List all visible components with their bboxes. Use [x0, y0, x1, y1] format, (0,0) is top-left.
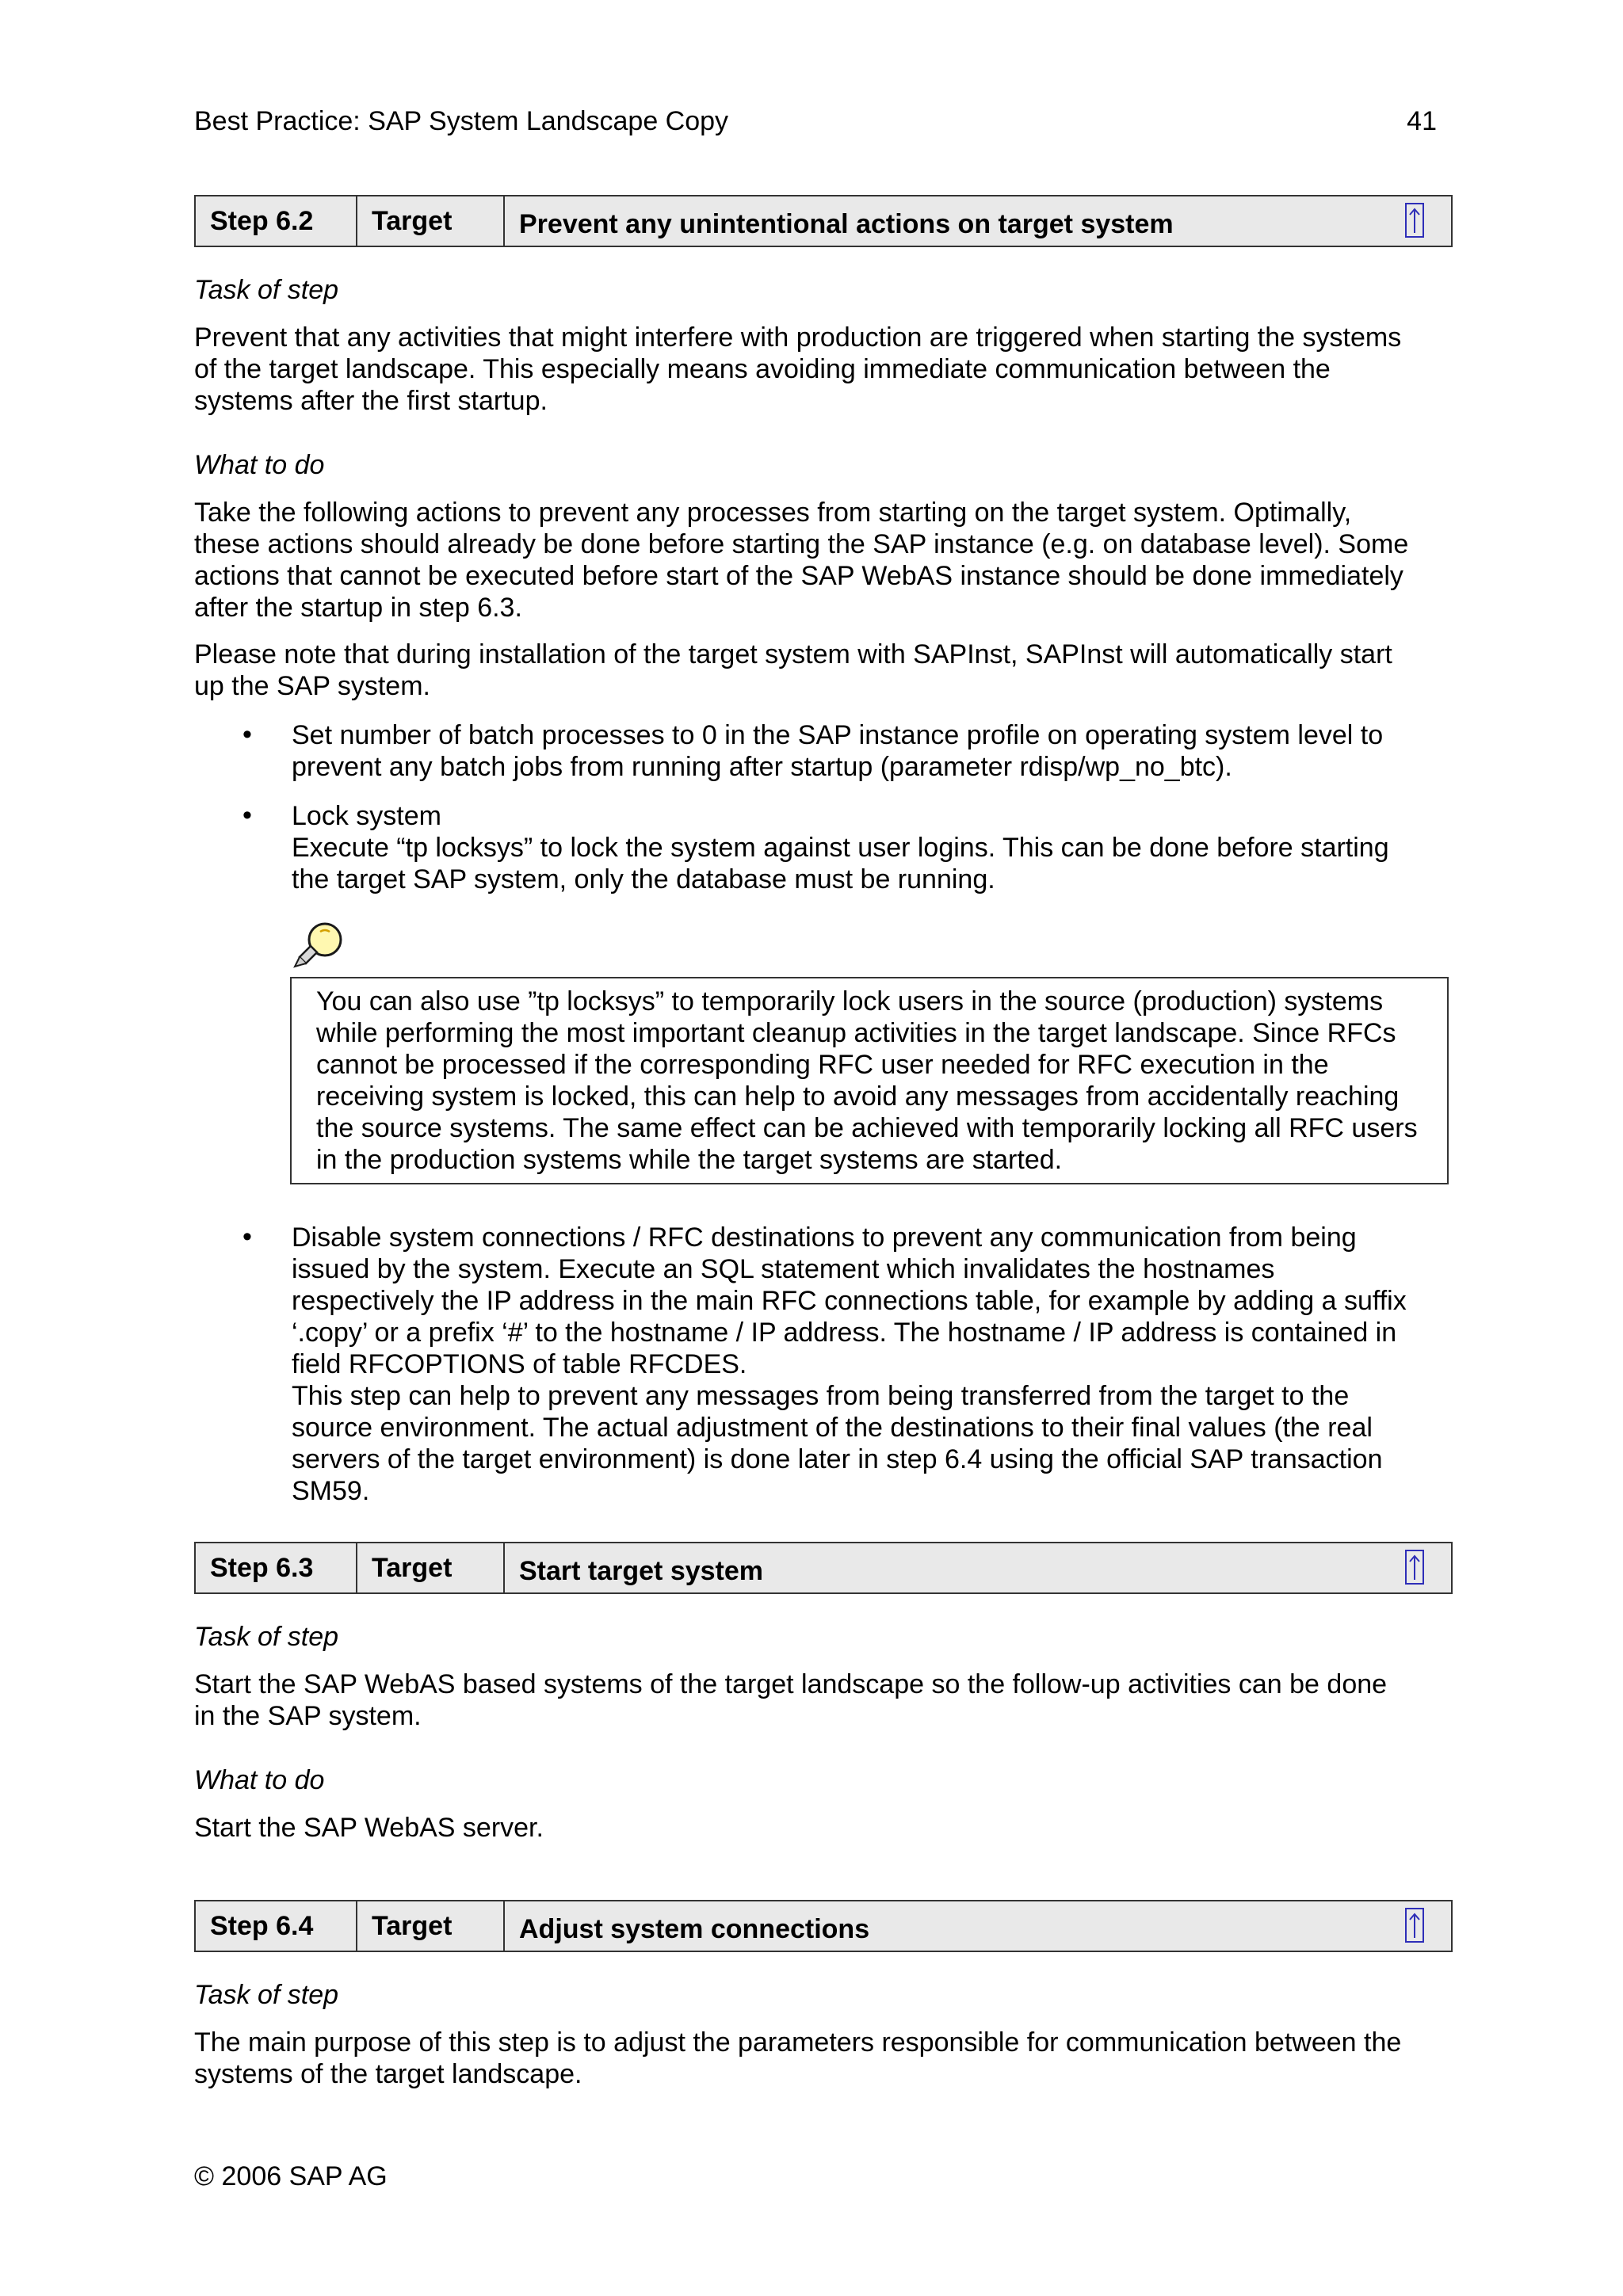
bullet-lock-system: [292, 800, 1389, 895]
step-number-cell: Step 6.3: [196, 1543, 357, 1592]
page-number: 41: [1407, 106, 1437, 136]
task-paragraph: [194, 1669, 1387, 1732]
text-line: after the startup in step 6.3.: [194, 593, 522, 623]
back-to-top-arrow-icon[interactable]: [1405, 1550, 1424, 1585]
back-to-top-arrow-icon[interactable]: [1405, 1908, 1424, 1943]
step-6-2-header-table: [194, 195, 1453, 247]
text-line: actions that cannot be executed before start of the SAP WebAS instance should be done immediately: [194, 561, 1403, 591]
text-line: Take the following actions to prevent any processes from starting on the target system. Optimally,: [194, 498, 1352, 528]
text-line: up the SAP system.: [194, 671, 430, 701]
task-of-step-label: Task of step: [194, 275, 339, 305]
copyright-footer: © 2006 SAP AG: [194, 2161, 388, 2191]
text-line: the source systems. The same effect can be achieved with temporarily locking all RFC users: [316, 1113, 1418, 1143]
text-line: This step can help to prevent any messages from being transferred from the target to the: [292, 1381, 1350, 1411]
text-line: of the target landscape. This especially means avoiding immediate communication between the: [194, 354, 1331, 384]
text-line: respectively the IP address in the main RFC connections table, for example by adding a suffix: [292, 1286, 1407, 1316]
text-line: Please note that during installation of the target system with SAPInst, SAPInst will automatically start: [194, 639, 1392, 669]
what-to-do-paragraph: [194, 1812, 544, 1844]
step-title-cell: [505, 1901, 1451, 1951]
text-line: Set number of batch processes to 0 in the SAP instance profile on operating system level to: [292, 720, 1384, 750]
text-line: The main purpose of this step is to adjust the parameters responsible for communication between the: [194, 2027, 1402, 2058]
step-number-cell: Step 6.2: [196, 196, 357, 246]
step-system-cell: Target: [357, 196, 505, 246]
text-line: Start the SAP WebAS based systems of the target landscape so the follow-up activities can be done: [194, 1669, 1388, 1699]
text-line: You can also use ”tp locksys” to temporarily lock users in the source (production) systems: [316, 986, 1384, 1016]
running-header-title: Best Practice: SAP System Landscape Copy: [194, 106, 729, 136]
text-line: ‘.copy’ or a prefix ‘#’ to the hostname / IP address. The hostname / IP address is contained in: [292, 1318, 1397, 1348]
text-line: Execute “tp locksys” to lock the system against user logins. This can be done before starting: [292, 833, 1389, 863]
step-6-3-header-table: [194, 1542, 1453, 1594]
bullet-marker: •: [242, 1222, 252, 1252]
step-system-cell: Target: [357, 1901, 505, 1951]
text-line: cannot be processed if the corresponding RFC user needed for RFC execution in the: [316, 1050, 1329, 1080]
step-title: Prevent any unintentional actions on target system: [519, 209, 1174, 239]
text-line: systems after the first startup.: [194, 386, 548, 416]
text-line: Disable system connections / RFC destinations to prevent any communication from being: [292, 1222, 1357, 1253]
bullet-marker: •: [242, 800, 252, 830]
task-paragraph: [194, 322, 1401, 417]
step-title: Adjust system connections: [519, 1914, 870, 1944]
text-line: while performing the most important cleanup activities in the target landscape. Since RFCs: [316, 1018, 1396, 1048]
text-line: in the production systems while the target systems are started.: [316, 1145, 1063, 1175]
step-title: Start target system: [519, 1556, 764, 1586]
text-line: Start the SAP WebAS server.: [194, 1813, 544, 1843]
task-of-step-label: Task of step: [194, 1980, 339, 2010]
text-line: systems of the target landscape.: [194, 2059, 582, 2089]
what-to-do-paragraph-1: [194, 497, 1408, 624]
task-of-step-label: Task of step: [194, 1622, 339, 1652]
bullet-batch-processes: [292, 719, 1383, 783]
text-line: the target SAP system, only the database must be running.: [292, 864, 995, 894]
task-paragraph: [194, 2027, 1401, 2090]
text-line: Lock system: [292, 801, 441, 831]
tip-note-box: [290, 977, 1449, 1184]
back-to-top-arrow-icon[interactable]: [1405, 203, 1424, 238]
step-6-4-header-table: [194, 1900, 1453, 1952]
step-title-cell: [505, 1543, 1451, 1592]
what-to-do-label: What to do: [194, 1765, 325, 1795]
text-line: servers of the target environment) is done later in step 6.4 using the official SAP transaction: [292, 1444, 1383, 1474]
what-to-do-paragraph-2: [194, 639, 1392, 702]
text-line: these actions should already be done before starting the SAP instance (e.g. on database level). Some: [194, 529, 1409, 559]
text-line: receiving system is locked, this can help to avoid any messages from accidentally reaching: [316, 1081, 1400, 1112]
step-system-cell: Target: [357, 1543, 505, 1592]
text-line: Prevent that any activities that might interfere with production are triggered when starting the systems: [194, 322, 1402, 353]
tip-note-text: [316, 986, 1418, 1176]
bullet-disable-connections: [292, 1222, 1407, 1507]
text-line: SM59.: [292, 1476, 370, 1506]
text-line: prevent any batch jobs from running after startup (parameter rdisp/wp_no_btc).: [292, 752, 1232, 782]
text-line: field RFCOPTIONS of table RFCDES.: [292, 1349, 747, 1379]
bullet-marker: •: [242, 719, 252, 749]
text-line: in the SAP system.: [194, 1701, 422, 1731]
step-number-cell: Step 6.4: [196, 1901, 357, 1951]
step-title-cell: [505, 196, 1451, 246]
text-line: source environment. The actual adjustment of the destinations to their final values (the real: [292, 1413, 1373, 1443]
lightbulb-tip-icon: [290, 919, 347, 973]
text-line: issued by the system. Execute an SQL statement which invalidates the hostnames: [292, 1254, 1275, 1284]
what-to-do-label: What to do: [194, 450, 325, 480]
